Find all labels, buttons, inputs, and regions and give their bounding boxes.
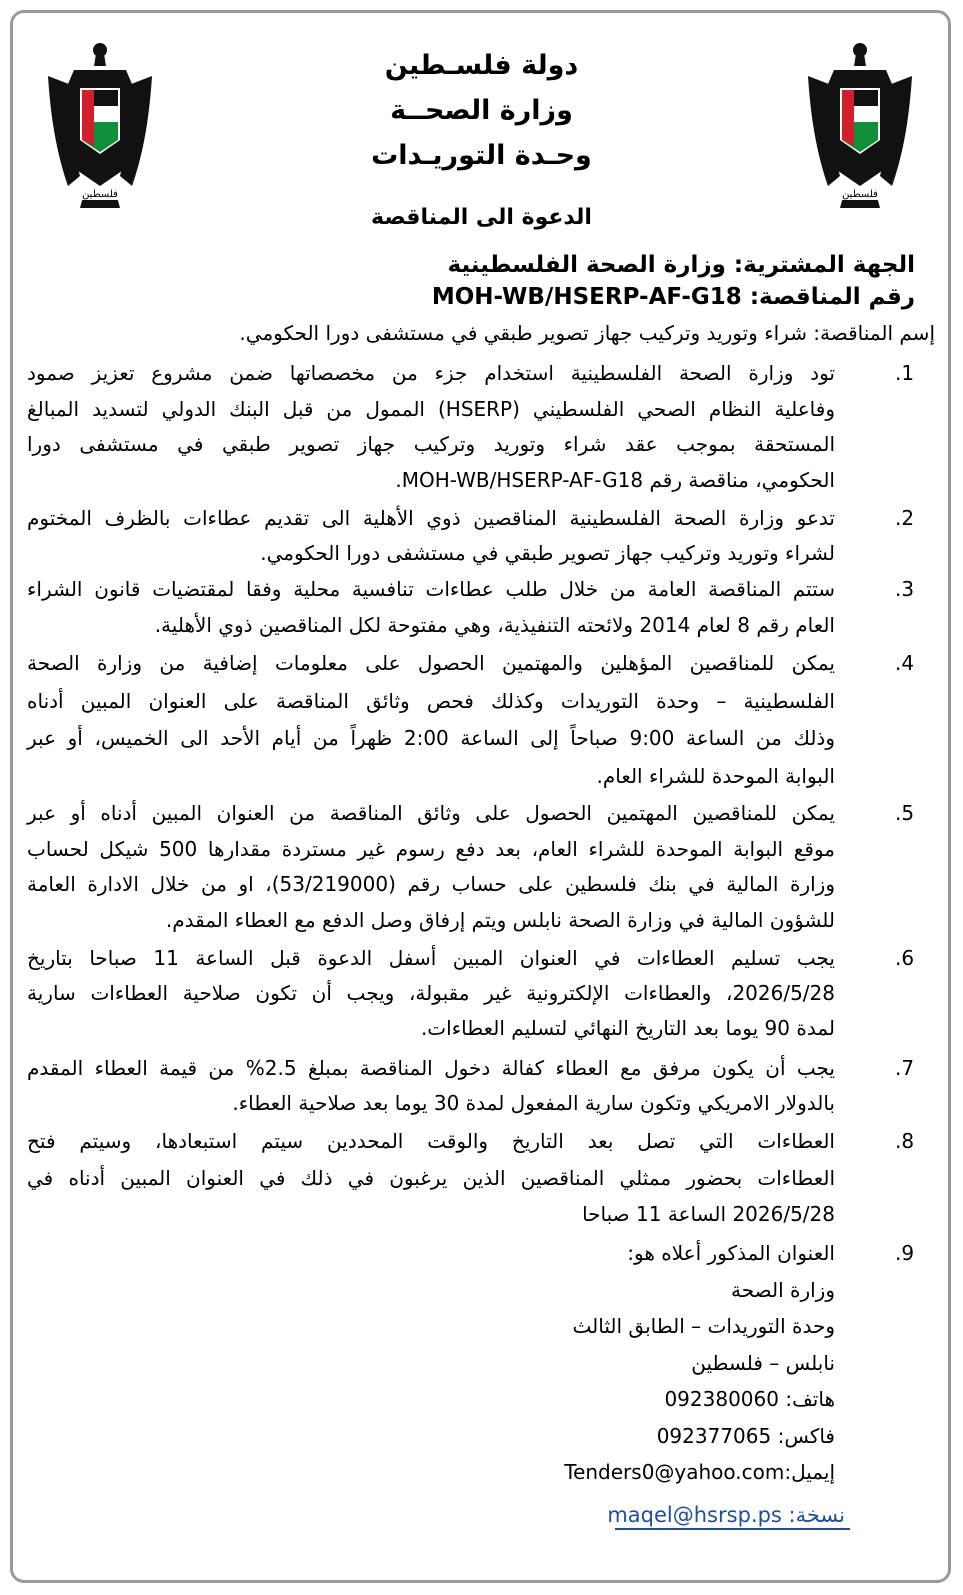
item-line: يجب أن يكون مرفق مع العطاء كفالة دخول المناقصة بمبلغ 2.5% من قيمة العطاء المقدم	[27, 1056, 835, 1080]
item-number: .4	[895, 651, 915, 675]
page-frame	[10, 10, 951, 1583]
item-number: .9	[895, 1241, 915, 1265]
item-line: وحدة التوريدات – الطابق الثالث	[572, 1314, 835, 1338]
copy-email-link[interactable]: maqel@hsrsp.ps	[607, 1503, 782, 1527]
item-line: لشراء وتوريد وتركيب جهاز تصوير طبقي في مستشفى دورا الحكومي.	[260, 541, 835, 565]
item-line: الفلسطينية – وحدة التوريدات وكذلك فحص وثائق المناقصة على العنوان المبين أدناه	[27, 688, 835, 713]
item-number: .8	[895, 1129, 915, 1153]
item-line: يمكن للمناقصين المهتمين الحصول على وثائق المناقصة من العنوان المبين أدناه أو عبر	[27, 801, 835, 825]
item-number: .2	[895, 506, 915, 530]
item-line: للشؤون المالية في وزارة الصحة نابلس ويتم إرفاق وصل الدفع مع العطاء المقدم.	[165, 907, 835, 932]
item-number: .5	[895, 801, 915, 825]
item-line: إيميل:Tenders0@yahoo.com	[564, 1460, 835, 1484]
emblem-caption: فلسطين	[842, 189, 878, 200]
item-line: يجب تسليم العطاءات في العنوان المبين أسفل الدعوة قبل الساعة 11 صباحا بتاريخ	[27, 946, 835, 970]
tender-number-line: رقم المناقصة: MOH-WB/HSERP-AF-G18	[431, 284, 915, 310]
item-line: وزارة المالية في بنك فلسطين على حساب رقم (53/219000)، او من خلال الادارة العامة	[27, 872, 835, 896]
purchaser-line: الجهة المشترية: وزارة الصحة الفلسطينية	[447, 252, 915, 278]
item-line: الحكومي، مناقصة رقم MOH-WB/HSERP-AF-G18.	[395, 467, 835, 492]
item-line: العطاءات بحضور ممثلي المناقصين الذين يرغبون في ذلك في العنوان المبين أدناه في	[27, 1165, 835, 1190]
item-line: نابلس – فلسطين	[691, 1350, 835, 1375]
header-ministry: وزارة الصحــة	[390, 95, 573, 126]
item-line: 2026/5/28 الساعة 11 صباحا	[582, 1202, 835, 1226]
item-line: البوابة الموحدة للشراء العام.	[596, 763, 835, 788]
item-line: المستحقة بموجب عقد شراء وتوريد وتركيب جهاز تصوير طبقي في مستشفى دورا	[27, 432, 835, 456]
copy-label: نسخة:	[788, 1503, 845, 1527]
item-number: .6	[895, 946, 915, 970]
item-line: تود وزارة الصحة الفلسطينية استخدام جزء من مخصصاتها ضمن مشروع تعزيز صمود	[27, 361, 835, 385]
item-line: لمدة 90 يوما بعد التاريخ النهائي لتسليم العطاءات.	[420, 1016, 835, 1040]
header-invitation: الدعوة الى المناقصة	[371, 205, 592, 230]
item-line: وذلك من الساعة 9:00 صباحاً إلى الساعة 2:00 ظهراً من أيام الأحد الى الخميس، أو عبر	[27, 726, 835, 750]
emblem-caption: فلسطين	[82, 189, 118, 200]
item-line: وزارة الصحة	[731, 1277, 835, 1302]
item-line: بالدولار الامريكي وتكون سارية المفعول لمدة 30 يوما بعد صلاحية العطاء.	[232, 1090, 835, 1115]
item-line: موقع البوابة الموحدة للشراء العام، بعد دفع رسوم غير مستردة مقدارها 500 شيكل لحساب	[27, 836, 836, 861]
tender-name-line: إسم المناقصة: شراء وتوريد وتركيب جهاز تصوير طبقي في مستشفى دورا الحكومي.	[239, 321, 935, 345]
header-state: دولة فلسـطين	[384, 50, 579, 81]
item-line: العنوان المذكور أعلاه هو:	[627, 1241, 835, 1265]
item-line: هاتف: 092380060	[664, 1387, 835, 1411]
palestine-eagle-emblem-icon	[800, 36, 920, 216]
item-line: العطاءات التي تصل بعد التاريخ والوقت المحددين سيتم استبعادها، وسيتم فتح	[27, 1129, 835, 1153]
header-unit: وحـدة التوريـدات	[371, 140, 592, 171]
item-line: فاكس: 092377065	[656, 1423, 835, 1448]
item-number: .1	[895, 361, 915, 385]
item-line: العام رقم 8 لعام 2014 ولائحته التنفيذية، وهي مفتوحة لكل المناقصين ذوي الأهلية.	[154, 612, 835, 637]
item-line: وفاعلية النظام الصحي الفلسطيني (HSERP) الممول من قبل البنك الدولي لتسديد المبالغ	[27, 396, 835, 421]
item-number: .3	[895, 577, 915, 601]
item-line: يمكن للمناقصين المؤهلين والمهتمين الحصول على معلومات إضافية من وزارة الصحة	[27, 651, 835, 675]
item-line: ستتم المناقصة العامة من خلال طلب عطاءات تنافسية محلية وفقا لمقتضيات قانون الشراء	[27, 577, 835, 601]
item-line: 2026/5/28، والعطاءات الإلكترونية غير مقبولة، ويجب أن تكون صلاحية العطاءات سارية	[27, 981, 835, 1005]
item-number: .7	[895, 1056, 915, 1080]
item-line: تدعو وزارة الصحة الفلسطينية المناقصين ذوي الأهلية الى تقديم عطاءات بالظرف المختوم	[27, 506, 835, 530]
copy-line	[607, 1502, 845, 1528]
palestine-eagle-emblem-icon	[40, 36, 160, 216]
copy-underline	[615, 1528, 850, 1530]
